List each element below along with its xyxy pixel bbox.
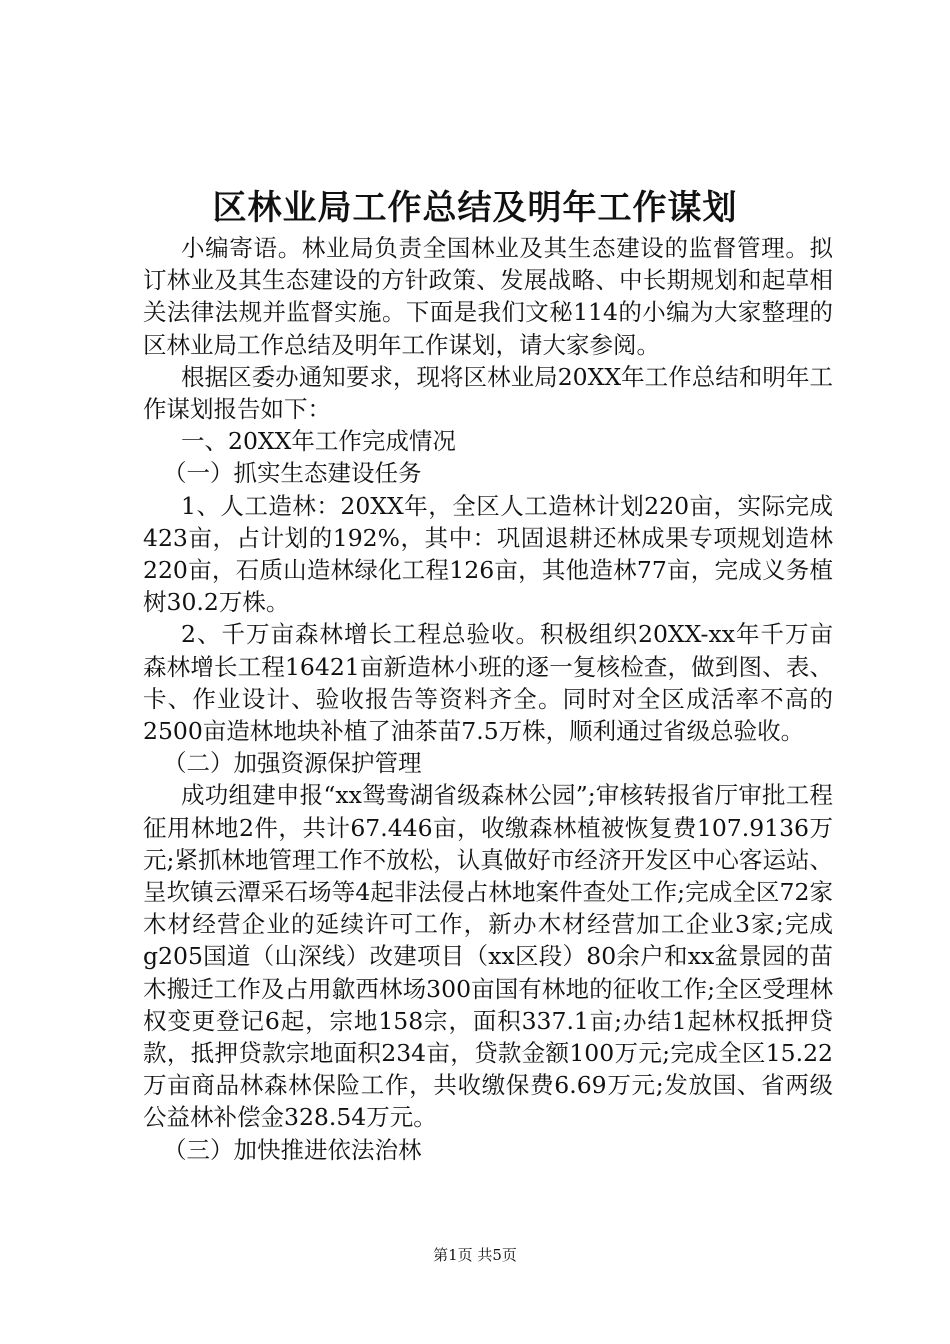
page-footer: 第1页 共5页 xyxy=(433,1246,517,1264)
forest-growth-paragraph: 2、千万亩森林增长工程总验收。积极组织20XX-xx年千万亩森林增长工程16421亩新造林小班的逐一复核检查，做到图、表、卡、作业设计、验收报告等资料齐全。同时对全区成活率不高的2500亩造林地块补植了油茶苗7.5万株，顺利通过省级总验收。 xyxy=(143,620,833,746)
subsection-heading-3: （三）加快推进依法治林 xyxy=(163,1135,422,1164)
document-body xyxy=(143,232,833,1166)
report-intro-paragraph: 根据区委办通知要求，现将区林业局20XX年工作总结和明年工作谋划报告如下： xyxy=(143,362,833,424)
intro-paragraph: 小编寄语。林业局负责全国林业及其生态建设的监督管理。拟订林业及其生态建设的方针政策、发展战略、中长期规划和起草相关法律法规并监督实施。下面是我们文秘114的小编为大家整理的区林业局工作总结及明年工作谋划，请大家参阅。 xyxy=(143,234,833,359)
subsection-heading-1: （一）抓实生态建设任务 xyxy=(163,459,422,488)
subsection-heading-2: （二）加强资源保护管理 xyxy=(163,749,422,778)
resource-protection-paragraph: 成功组建申报“xx鸳鸯湖省级森林公园”;审核转报省厅审批工程征用林地2件，共计67.446亩，收缴森林植被恢复费107.9136万元;紧抓林地管理工作不放松，认真做好市经济开发区中心客运站、呈坎镇云潭采石场等4起非法侵占林地案件查处工作;完成全区72家木材经营企业的延续许可工作，新办木材经营加工企业3家;完成g205国道（山深线）改建项目（xx区段）80余户和xx盆景园的苗木搬迁工作及占用歙西林场300亩国有林地的征收工作;全区受理林权变更登记6起，宗地158宗，面积337.1亩;办结1起林权抵押贷款，抵押贷款宗地面积234亩，贷款金额100万元;完成全区15.22万亩商品林森林保险工作，共收缴保费6.69万元;发放国、省两级公益林补偿金328.54万元。 xyxy=(143,781,833,1132)
afforestation-paragraph: 1、人工造林：20XX年，全区人工造林计划220亩，实际完成423亩，占计划的192%，其中：巩固退耕还林成果专项规划造林220亩，石质山造林绿化工程126亩，其他造林77亩，完成义务植树30.2万株。 xyxy=(143,491,833,617)
section-heading-1: 一、20XX年工作完成情况 xyxy=(181,427,456,456)
document-title: 区林业局工作总结及明年工作谋划 xyxy=(212,188,738,228)
